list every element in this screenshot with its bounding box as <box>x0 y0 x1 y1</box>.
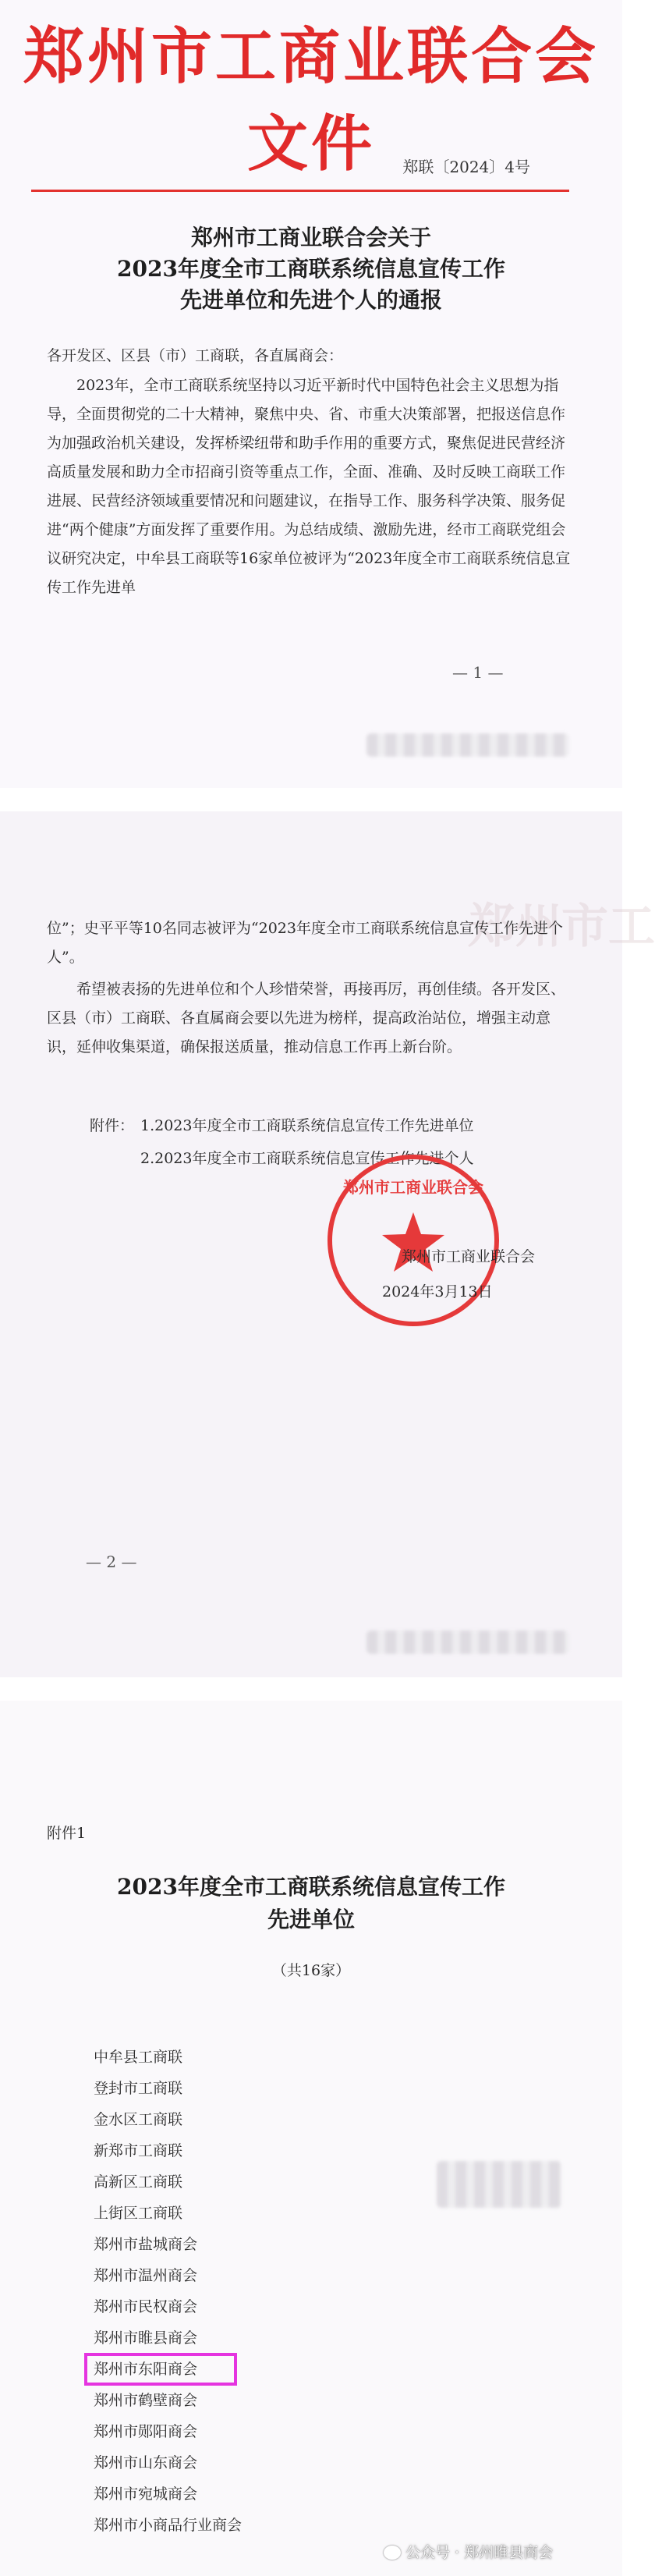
list-item-highlighted: 郑州市睢县商会 <box>94 2329 198 2347</box>
watermark-text: 公众号 · 郑州睢县商会 <box>405 2544 554 2561</box>
list-item: 新郑市工商联 <box>94 2142 183 2159</box>
bleed-through-text: 郑州市工 <box>468 899 655 954</box>
attachment-number: 附件1 <box>47 1825 87 1842</box>
page-number-1: — 1 — <box>452 663 504 682</box>
list-item: 郑州市温州商会 <box>94 2267 198 2284</box>
list-item: 郑州市郧阳商会 <box>94 2423 198 2440</box>
red-divider <box>31 190 569 192</box>
list-item: 郑州市山东商会 <box>94 2454 198 2471</box>
list-item: 金水区工商联 <box>94 2111 183 2128</box>
highlight-box <box>84 2353 237 2386</box>
letterhead-title: 郑州市工商业联合会文件 <box>23 22 599 179</box>
list-title-line-1: 2023年度全市工商联系统信息宣传工作 <box>117 1874 505 1900</box>
list-item: 郑州市宛城商会 <box>94 2486 198 2503</box>
salutation: 各开发区、区县（市）工商联，各直属商会： <box>47 347 344 364</box>
encouragement-paragraph: 希望被表扬的先进单位和个人珍惜荣誉，再接再厉，再创佳绩。各开发区、区县（市）工商联、各直属商会要以先进为榜样，提高政治站位，增强主动意识，延伸收集渠道，确保报送质量，推动信息工作再上新台阶。 <box>47 981 566 1056</box>
page-number-2: — 2 — <box>86 1552 137 1571</box>
notice-title-line-3: 先进单位和先进个人的通报 <box>179 287 442 313</box>
wechat-icon <box>384 2546 401 2560</box>
list-item: 郑州市小商品行业商会 <box>94 2517 243 2534</box>
attachment-1: 1.2023年度全市工商联系统信息宣传工作先进单位 <box>140 1117 474 1134</box>
notice-title-line-1: 郑州市工商业联合会关于 <box>190 225 431 250</box>
seal-text: 郑州市工商业联合会 <box>343 1178 483 1197</box>
attachment-2: 2.2023年度全市工商联系统信息宣传工作先进个人 <box>140 1150 474 1167</box>
watermark <box>384 2541 553 2562</box>
blurred-footer <box>366 733 569 757</box>
body-continuation: 位”；史平平等10名同志被评为“2023年度全市工商联系统信息宣传工作先进个人”。 <box>47 920 563 966</box>
list-item: 登封市工商联 <box>94 2080 183 2097</box>
list-item: 上街区工商联 <box>94 2205 183 2222</box>
list-item: 郑州市民权商会 <box>94 2298 198 2315</box>
blurred-footer-2 <box>366 1630 569 1654</box>
issue-date: 2024年3月13日 <box>382 1283 493 1300</box>
list-item: 郑州市盐城商会 <box>94 2236 198 2253</box>
list-title-line-2: 先进单位 <box>267 1907 355 1932</box>
advanced-unit-list <box>94 2042 242 2541</box>
attachment-label: 附件： <box>90 1117 135 1134</box>
unit-count: （共16家） <box>271 1962 351 1979</box>
list-item: 郑州市鹤壁商会 <box>94 2392 198 2409</box>
page-gap-2 <box>0 1677 622 1701</box>
list-item: 高新区工商联 <box>94 2173 183 2191</box>
list-item: 中牟县工商联 <box>94 2049 183 2066</box>
signer: 郑州市工商业联合会 <box>402 1248 536 1265</box>
page-gap <box>0 788 622 811</box>
body-paragraph-1: 2023年，全市工商联系统坚持以习近平新时代中国特色社会主义思想为指导，全面贯彻党的二十大精神，聚焦中央、省、市重大决策部署，把报送信息作为加强政治机关建设，发挥桥梁纽带和助手作用的重要方式，聚焦促进民营经济高质量发展和助力全市招商引资等重点工作，全面、准确、及时反映工商联工作进展、民营经济领域重要情况和问题建议，在指导工作、服务科学决策、服务促进“两个健康”方面发挥了重要作用。为总结成绩、激励先进，经市工商联党组会议研究决定，中牟县工商联等16家单位被评为“2023年度全市工商联系统信息宣传工作先进单 <box>47 377 571 596</box>
document-number: 郑联〔2024〕4号 <box>402 158 530 176</box>
notice-title-line-2: 2023年度全市工商联系统信息宣传工作 <box>117 256 505 282</box>
list-item: 郑州市东阳商会 <box>94 2361 198 2378</box>
bleed-through-blur <box>437 2161 561 2208</box>
